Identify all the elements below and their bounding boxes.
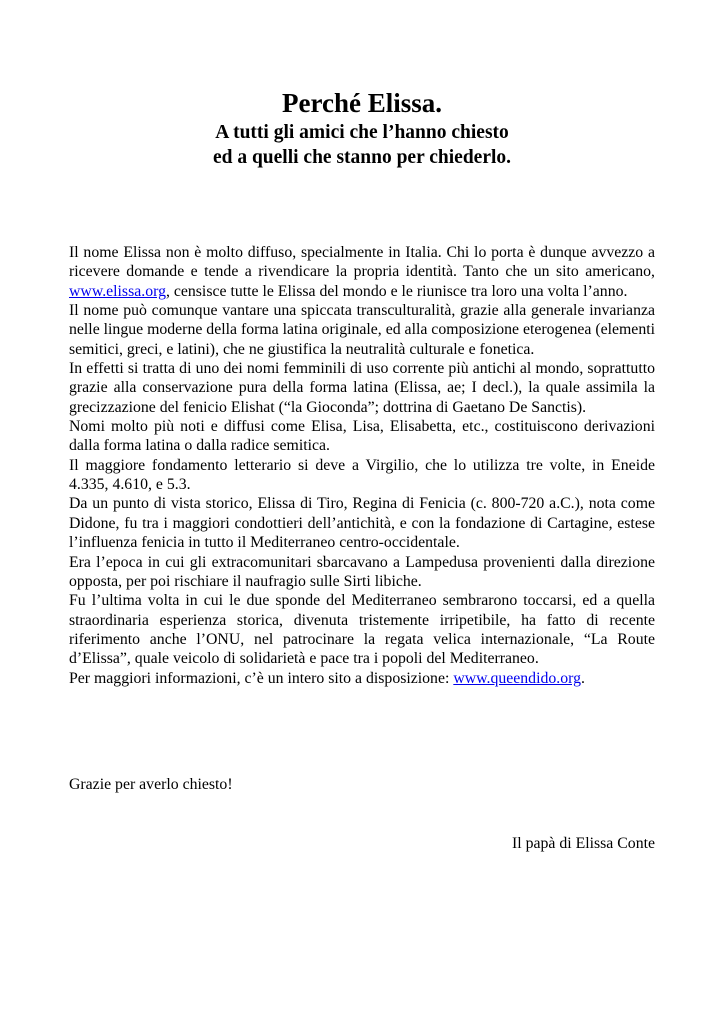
page-subtitle-line-2: ed a quelli che stanno per chiederlo. [212,147,512,168]
queendido-org-link[interactable]: www.queendido.org [453,669,581,687]
paragraph-9-text-a: Per maggiori informazioni, c’è un intero sito a disposizione: [69,669,454,687]
title-block [0,86,724,170]
letter-body [69,243,655,688]
paragraph-9 [69,669,655,688]
paragraph-1 [69,243,655,301]
paragraph-4: Nomi molto più noti e diffusi come Elisa, Lisa, Elisabetta, etc., costituiscono derivazioni dalla forma latina o dalla radice semitica. [69,418,655,455]
paragraph-8: Fu l’ultima volta in cui le due sponde del Mediterraneo sembrarono toccarsi, ed a quella straordinaria esperienza storica, divenuta tristemente irripetibile, ha fatto di recente riferimento anche l’ONU, nel patrocinare la regata velica internazionale, “La Route d’Elissa”, quale veicolo di solidarietà e pace tra i popoli del Mediterraneo. [69,592,655,668]
paragraph-2: Il nome può comunque vantare una spiccata transculturalità, grazie alla generale invarianza nelle lingue moderne della forma latina originale, ed alla composizione eterogenea (elementi semitici, greci, e latini), che ne giustifica la neutralità culturale e fonetica. [69,302,655,358]
paragraph-5: Il maggiore fondamento letterario si deve a Virgilio, che lo utilizza tre volte, in Eneide 4.335, 4.610, e 5.3. [69,456,655,494]
page-subtitle-line-1: A tutti gli amici che l’hanno chiesto [215,122,509,143]
paragraph-3: In effetti si tratta di uno dei nomi femminili di uso corrente più antichi al mondo, soprattutto grazie alla conservazione pura della forma latina (Elissa, ae; I decl.), la quale assimila la grecizzazione del fenicio Elishat (“la Gioconda”; dottrina di Gaetano De Sanctis). [69,360,655,416]
closing-thanks: Grazie per averlo chiesto! [69,776,233,793]
paragraph-1-text-b: , censisce tutte le Elissa del mondo e le riunisce tra loro una volta l’anno. [165,282,628,300]
page-title: Perché Elissa. [282,88,442,118]
signature: Il papà di Elissa Conte [511,835,655,852]
paragraph-6: Da un punto di vista storico, Elissa di Tiro, Regina di Fenicia (c. 800-720 a.C.), nota come Didone, fu tra i maggiori condottieri dell’antichità, e con la fondazione di Cartagine, estese l’influenza fenicia in tutto il Mediterraneo centro-occidentale. [69,495,655,552]
elissa-org-link[interactable]: www.elissa.org [69,282,166,300]
paragraph-9-text-b: . [580,669,585,687]
paragraph-1-text-a: Il nome Elissa non è molto diffuso, specialmente in Italia. Chi lo porta è dunque avvezzo a ricevere domande e tende a rivendicare la propria identità. Tanto che un sito americano, [69,244,655,281]
paragraph-7: Era l’epoca in cui gli extracomunitari sbarcavano a Lampedusa provenienti dalla direzione opposta, per poi rischiare il naufragio sulle Sirti libiche. [69,553,655,590]
